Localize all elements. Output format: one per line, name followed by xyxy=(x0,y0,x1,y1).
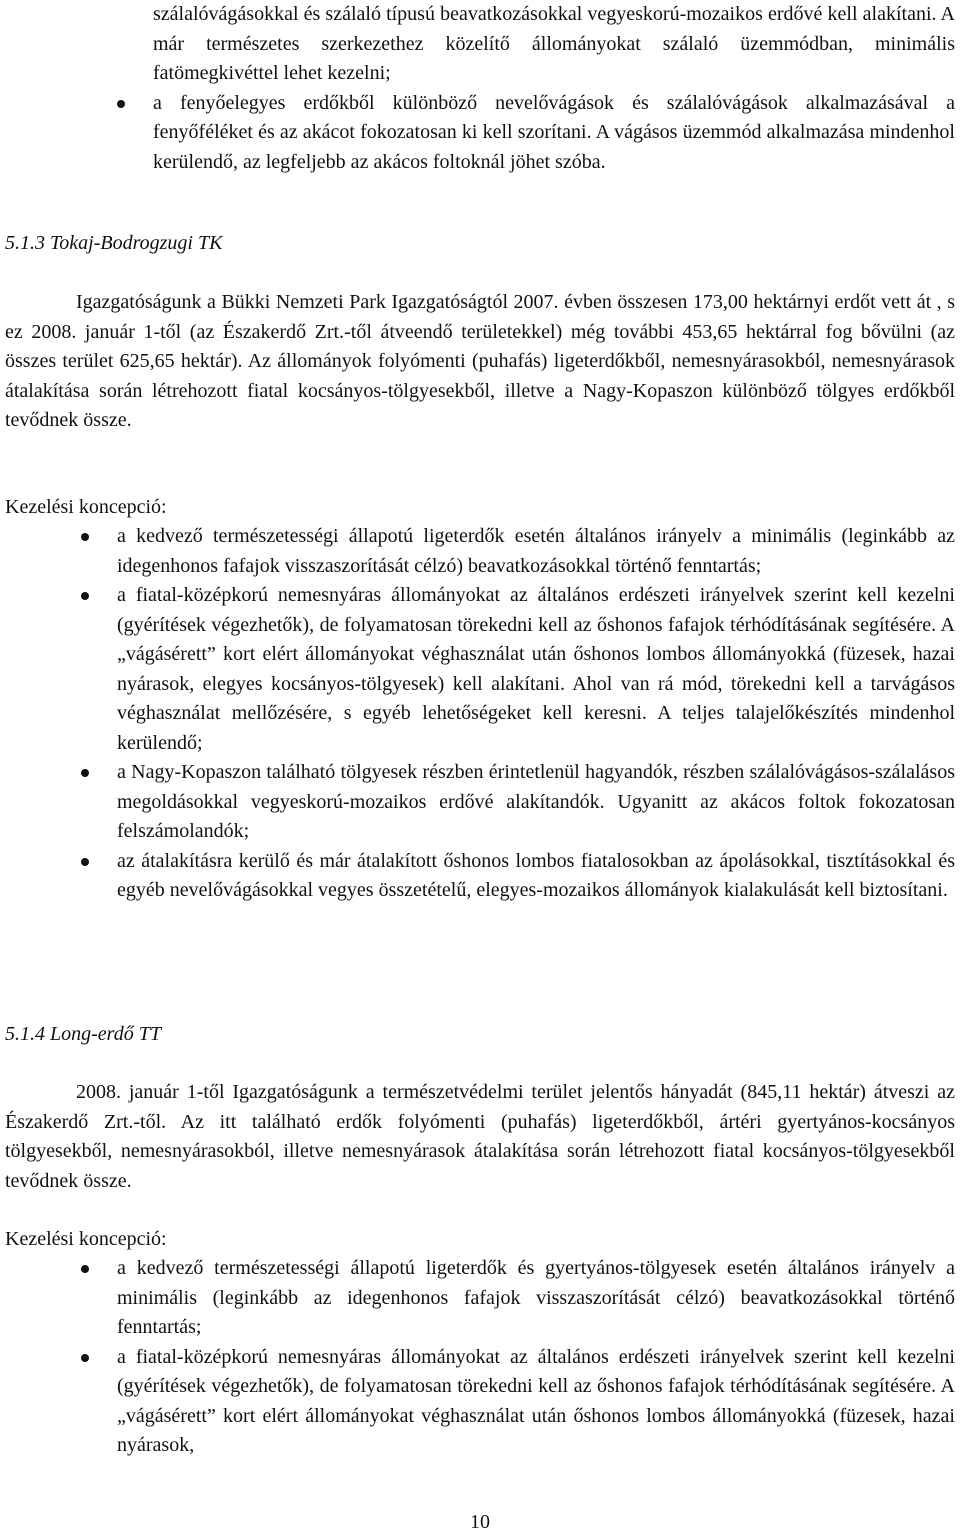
bullet-icon xyxy=(81,769,89,777)
bullet-icon xyxy=(81,592,89,600)
list-item-text: a kedvező természetességi állapotú ligeterdők és gyertyános-tölgyesek esetén általános irányelv a minimális (leginkább az idegenhonos fafajok visszaszorítását célzó) beavatkozásokkal történő fenntartás; xyxy=(117,1257,955,1338)
section-paragraph: 2008. január 1-től Igazgatóságunk a természetvédelmi terület jelentős hányadát (845,11 hektár) átveszi az Északerdő Zrt.-től. Az itt található erdők folyómenti (puhafás) ligeterdőkből, ártéri gyertyános-kocsányos tölgyesekből, nemesnyárasokból, illetve nemesnyárasok átalakítása során létrehozott fiatal kocsányos-tölgyesekből tevődnek össze. xyxy=(5,1081,955,1192)
list-item xyxy=(5,1254,955,1343)
list-item xyxy=(5,758,955,847)
bullet-icon xyxy=(117,100,125,108)
concept-label: Kezelési koncepció: xyxy=(5,1228,167,1250)
list-item-text: az átalakításra kerülő és már átalakított őshonos lombos fiatalosokban az ápolásokkal, tisztításokkal és egyéb nevelővágásokkal vegyes összetételű, elegyes-mozaikos állományok kialakulását kell biztosítani. xyxy=(117,849,955,901)
bullet-icon xyxy=(81,858,89,866)
section-tokaj-paragraph-block xyxy=(5,288,955,436)
list-item xyxy=(5,581,955,758)
list-item xyxy=(5,89,955,178)
list-item-text: a fiatal-középkorú nemesnyáras állományokat az általános erdészeti irányelvek szerint kell kezelni (gyérítések végezhetők), de folyamatosan törekedni kell az őshonos fafajok térhódításának segítésére. A „vágásérett” kort elért állományokat véghasználat után őshonos lombos állományokká (füzesek, hazai nyárasok, elegyes kocsányos-tölgyesek) kell alakítani. Ahol van rá mód, törekedni kell a tarvágásos véghasználat mellőzésére, s egyéb lehetőségeket kell keresni. A teljes talajelőkészítés mindenhol kerülendő; xyxy=(117,584,955,754)
concept-bullet-list xyxy=(5,522,955,906)
page-number: 10 xyxy=(470,1511,490,1533)
section-heading: 5.1.3 Tokaj-Bodrogzugi TK xyxy=(5,232,223,254)
concept-bullet-list xyxy=(5,1254,955,1461)
section-long-erdo-heading-block xyxy=(5,1020,955,1050)
section-long-erdo-paragraph-block xyxy=(5,1078,955,1196)
section-tokaj-concept-label-block xyxy=(5,493,955,523)
section-tokaj-heading-block xyxy=(5,229,955,259)
bullet-icon xyxy=(81,533,89,541)
list-item-text: a kedvező természetességi állapotú ligeterdők esetén általános irányelv a minimális (leginkább az idegenhonos fafajok visszaszorítását célzó) beavatkozásokkal történő fenntartás; xyxy=(117,525,955,577)
section-long-erdo-bullets-block xyxy=(5,1254,955,1461)
section-long-erdo-concept-label-block xyxy=(5,1225,955,1255)
section-paragraph: Igazgatóságunk a Bükki Nemzeti Park Igazgatóságtól 2007. évben összesen 173,00 hektárnyi erdőt vett át , s ez 2008. január 1-től (az Északerdő Zrt.-től átveendő területekkel) még további 453,65 hektárral fog bővülni (az összes terület 625,65 hektár). Az állományok folyómenti (puhafás) ligeterdőkből, nemesnyárasokból, nemesnyárasok átalakítása során létrehozott fiatal kocsányos-tölgyesekből, illetve a Nagy-Kopaszon különböző tölgyes erdőkből tevődnek össze. xyxy=(5,291,955,431)
list-item-text: a Nagy-Kopaszon található tölgyesek részben érintetlenül hagyandók, részben szálalóvágásos-szálalásos megoldásokkal vegyeskorú-mozaikos erdővé alakítandók. Ugyanitt az akácos foltok fokozatosan felszámolandók; xyxy=(117,761,955,842)
list-item xyxy=(5,522,955,581)
section-heading: 5.1.4 Long-erdő TT xyxy=(5,1023,161,1045)
concept-label: Kezelési koncepció: xyxy=(5,496,167,518)
list-item xyxy=(5,1343,955,1461)
list-item xyxy=(5,847,955,906)
intro-bullet-list xyxy=(5,89,955,178)
list-item-text: a fiatal-középkorú nemesnyáras állományokat az általános erdészeti irányelvek szerint kell kezelni (gyérítések végezhetők), de folyamatosan törekedni kell az őshonos fafajok térhódításának segítésére. A „vágásérett” kort elért állományokat véghasználat után őshonos lombos állományokká (füzesek, hazai nyárasok, xyxy=(117,1345,955,1456)
list-item-text: a fenyőelegyes erdőkből különböző nevelővágások és szálalóvágások alkalmazásával a fenyőféléket és az akácot fokozatosan ki kell szorítani. A vágásos üzemmód alkalmazása mindenhol kerülendő, az legfeljebb az akácos foltoknál jöhet szóba. xyxy=(153,91,955,173)
bullet-icon xyxy=(81,1265,89,1273)
intro-block xyxy=(5,0,955,177)
section-tokaj-bullets-block xyxy=(5,522,955,906)
bullet-icon xyxy=(81,1354,89,1362)
continued-paragraph: szálalóvágásokkal és szálaló típusú beavatkozásokkal vegyeskorú-mozaikos erdővé kell alakítani. A már természetes szerkezethez közelítő állományokat szálaló üzemmódban, minimális fatömegkivéttel lehet kezelni; xyxy=(153,3,955,84)
